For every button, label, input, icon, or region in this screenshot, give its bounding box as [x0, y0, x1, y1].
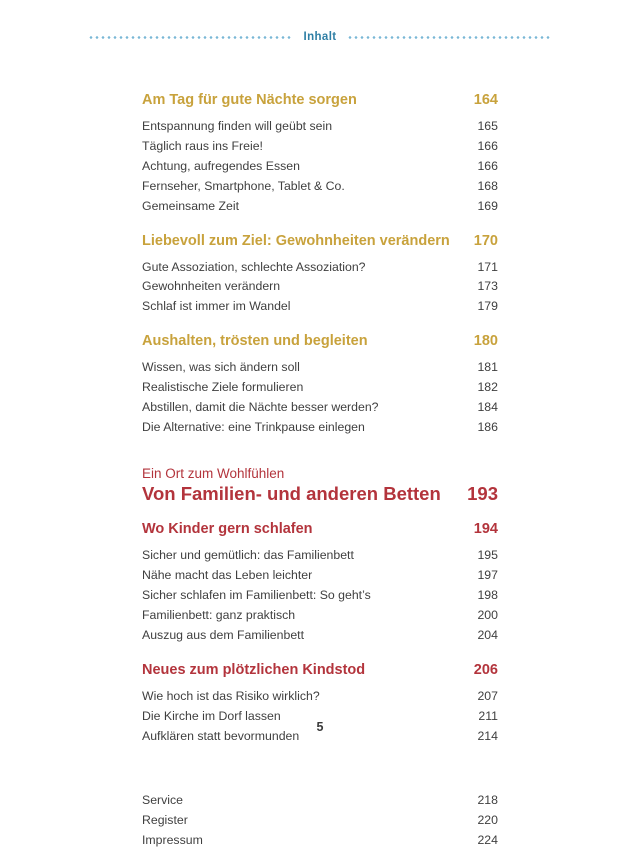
dotted-rule-right	[347, 36, 552, 39]
chapter-entry-group	[142, 258, 498, 318]
chapter-heading[interactable]	[142, 333, 498, 349]
toc-entry-label: Gute Assoziation, schlechte Assoziation?	[142, 259, 366, 274]
toc-entry-label: Impressum	[142, 832, 203, 847]
chapter-title: Wo Kinder gern schlafen	[142, 521, 313, 538]
chapter-entry-group	[142, 117, 498, 217]
part-title-block[interactable]	[142, 464, 498, 506]
toc-entry-page-number: 204	[477, 628, 498, 643]
toc-entry-page-number: 214	[477, 728, 498, 743]
toc-entry[interactable]	[142, 831, 498, 851]
toc-entry-label: Register	[142, 812, 188, 827]
toc-entry[interactable]	[142, 566, 498, 586]
chapter-page-number: 180	[473, 333, 498, 350]
table-of-contents	[142, 92, 498, 866]
toc-entry[interactable]	[142, 197, 498, 217]
chapter-heading[interactable]	[142, 92, 498, 108]
chapter-entry-group	[142, 358, 498, 438]
toc-entry[interactable]	[142, 258, 498, 278]
toc-entry-page-number: 198	[477, 588, 498, 603]
toc-entry-page-number: 186	[477, 419, 498, 434]
toc-entry-page-number: 224	[477, 832, 498, 847]
part-title-row	[142, 483, 498, 505]
toc-entry-label: Die Alternative: eine Trinkpause einlegen	[142, 419, 365, 434]
toc-entry[interactable]	[142, 137, 498, 157]
part-kicker: Ein Ort zum Wohlfühlen	[142, 465, 285, 481]
toc-entry[interactable]	[142, 358, 498, 378]
toc-entry[interactable]	[142, 626, 498, 646]
running-head	[88, 28, 552, 46]
chapter-heading[interactable]	[142, 233, 498, 249]
toc-entry-label: Abstillen, damit die Nächte besser werden?	[142, 400, 379, 415]
chapter-heading[interactable]	[142, 521, 498, 537]
toc-entry-label: Realistische Ziele formulieren	[142, 380, 304, 395]
toc-entry[interactable]	[142, 157, 498, 177]
toc-entry-label: Die Kirche im Dorf lassen	[142, 708, 281, 723]
toc-entry[interactable]	[142, 546, 498, 566]
toc-entry-page-number: 200	[477, 608, 498, 623]
back-matter-group	[142, 791, 498, 851]
toc-entry[interactable]	[142, 117, 498, 137]
toc-entry-label: Nähe macht das Leben leichter	[142, 568, 313, 583]
chapter-title: Aushalten, trösten und begleiten	[142, 333, 368, 350]
toc-entry-page-number: 207	[477, 688, 498, 703]
toc-entry[interactable]	[142, 398, 498, 418]
toc-entry-label: Auszug aus dem Familienbett	[142, 628, 304, 643]
toc-entry-page-number: 166	[477, 138, 498, 153]
toc-entry-label: Täglich raus ins Freie!	[142, 138, 263, 153]
toc-entry-page-number: 171	[477, 259, 498, 274]
chapter-title: Liebevoll zum Ziel: Gewohnheiten verändern	[142, 232, 450, 249]
toc-entry-label: Sicher und gemütlich: das Familienbett	[142, 548, 354, 563]
toc-entry-page-number: 195	[477, 548, 498, 563]
toc-entry-label: Entspannung finden will geübt sein	[142, 119, 333, 133]
toc-entry-page-number: 197	[477, 568, 498, 583]
toc-entry-page-number: 184	[477, 400, 498, 415]
chapter-page-number: 164	[473, 92, 498, 108]
toc-entry-page-number: 218	[477, 792, 498, 807]
toc-entry-page-number: 182	[477, 380, 498, 395]
toc-entry-page-number: 220	[477, 812, 498, 827]
toc-entry[interactable]	[142, 606, 498, 626]
chapter-page-number: 170	[473, 232, 498, 249]
part-title: Von Familien- und anderen Betten	[142, 483, 441, 505]
toc-entry-page-number: 179	[477, 299, 498, 314]
toc-entry[interactable]	[142, 687, 498, 707]
page-number: 5	[316, 720, 324, 734]
toc-entry[interactable]	[142, 177, 498, 197]
toc-entry-page-number: 169	[477, 198, 498, 213]
chapter-title: Neues zum plötzlichen Kindstod	[142, 661, 366, 678]
toc-entry-label: Schlaf ist immer im Wandel	[142, 299, 291, 314]
part-page-number: 193	[467, 483, 498, 505]
chapter-page-number: 194	[473, 521, 498, 538]
chapter-title: Am Tag für gute Nächte sorgen	[142, 92, 357, 108]
toc-entry-label: Wie hoch ist das Risiko wirklich?	[142, 688, 320, 703]
toc-entry-page-number: 166	[477, 158, 498, 173]
toc-entry[interactable]	[142, 378, 498, 398]
toc-entry[interactable]	[142, 811, 498, 831]
toc-entry-label: Familienbett: ganz praktisch	[142, 608, 296, 623]
toc-entry-label: Achtung, aufregendes Essen	[142, 158, 300, 173]
toc-entry-page-number: 173	[477, 279, 498, 294]
toc-entry-label: Sicher schlafen im Familienbett: So geht’s	[142, 588, 371, 603]
toc-entry-label: Gewohnheiten verändern	[142, 279, 281, 294]
chapter-entry-group	[142, 687, 498, 747]
chapter-entry-group	[142, 546, 498, 646]
toc-entry-label: Gemeinsame Zeit	[142, 198, 240, 213]
chapter-page-number: 206	[473, 661, 498, 678]
toc-entry-label: Service	[142, 792, 184, 807]
toc-entry[interactable]	[142, 586, 498, 606]
toc-entry-page-number: 165	[477, 119, 498, 133]
toc-entry[interactable]	[142, 791, 498, 811]
toc-entry[interactable]	[142, 297, 498, 317]
toc-entry-page-number: 211	[478, 708, 498, 723]
chapter-heading[interactable]	[142, 662, 498, 678]
toc-entry-label: Wissen, was sich ändern soll	[142, 360, 300, 375]
toc-entry-page-number: 181	[477, 360, 498, 375]
toc-entry-label: Aufklären statt bevormunden	[142, 728, 300, 743]
toc-entry[interactable]	[142, 418, 498, 438]
toc-entry-page-number: 168	[477, 178, 498, 193]
toc-entry[interactable]	[142, 277, 498, 297]
toc-entry-label: Fernseher, Smartphone, Tablet & Co.	[142, 178, 345, 193]
running-head-title: Inhalt	[303, 31, 337, 43]
dotted-rule-left	[88, 36, 293, 39]
